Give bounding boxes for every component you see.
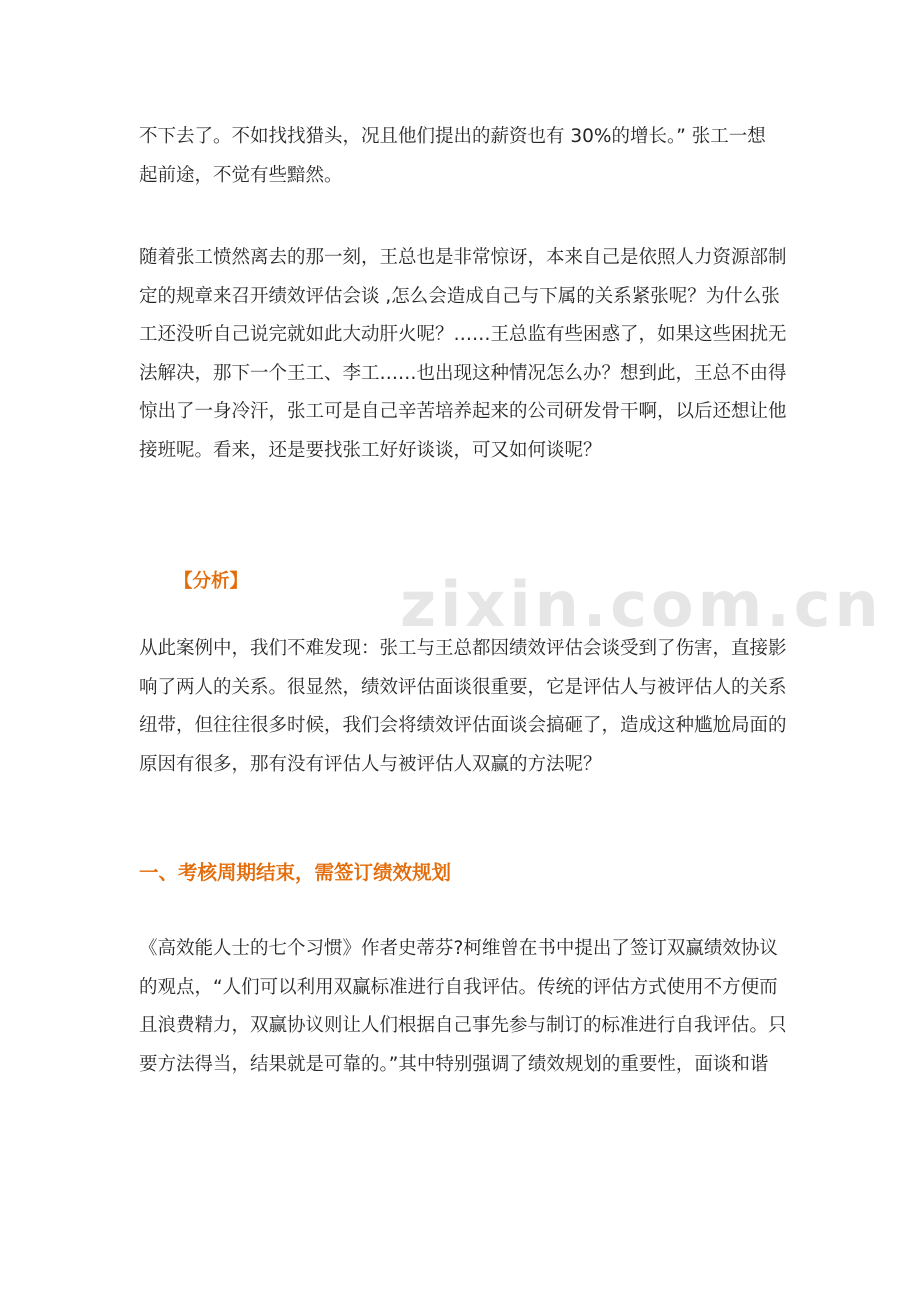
text-line: 原因有很多，那有没有评估人与被评估人双赢的方法呢？ — [139, 753, 602, 775]
text-line: 纽带，但往往很多时候，我们会将绩效评估面谈会搞砸了，造成这种尴尬局面的 — [139, 715, 787, 736]
text-line: 且浪费精力，双赢协议则让人们根据自己事先参与制订的标准进行自我评估。只 — [139, 1015, 787, 1036]
text-line: 从此案例中，我们不难发现：张工与王总都因绩效评估会谈受到了伤害，直接影 — [139, 638, 787, 659]
text-line: 的观点，“人们可以利用双赢标准进行自我评估。传统的评估方式使用不方便而 — [139, 976, 778, 998]
paragraph-analysis — [139, 630, 787, 784]
section-heading: 一、考核周期结束，需签订绩效规划 — [139, 861, 452, 884]
text-line: 不下去了。不如找找猎头，况且他们提出的薪资也有 30%的增长。” 张工一想 — [139, 126, 766, 147]
text-line: 随着张工愤然离去的那一刻，王总也是非常惊讶，本来自己是依照人力资源部制 — [139, 247, 787, 268]
text-line: 起前途，不觉有些黯然。 — [139, 164, 343, 186]
text-line: 惊出了一身冷汗，张工可是自己辛苦培养起来的公司研发骨干啊，以后还想让他 — [139, 401, 787, 422]
text-line: 工还没听自己说完就如此大动肝火呢？……王总监有些困惑了，如果这些困扰无 — [139, 324, 787, 345]
text-line: 法解决，那下一个王工、李工……也出现这种情况怎么办？想到此，王总不由得 — [139, 362, 787, 384]
watermark: zixin.com.cn — [400, 568, 883, 641]
text-line: 要方法得当，结果就是可靠的。”其中特别强调了绩效规划的重要性，面谈和谐 — [139, 1053, 769, 1075]
text-line: 《高效能人士的七个习惯》作者史蒂芬?柯维曾在书中提出了签订双赢绩效协议 — [139, 938, 778, 959]
text-line: 响了两人的关系。很显然，绩效评估面谈很重要，它是评估人与被评估人的关系 — [139, 676, 787, 698]
text-line: 接班呢。看来，还是要找张工好好谈谈，可又如何谈呢？ — [139, 439, 602, 461]
analysis-heading: 【分析】 — [174, 571, 249, 592]
paragraph-case-reaction — [139, 239, 787, 470]
paragraph-continuation — [139, 118, 783, 195]
paragraph-section-body — [139, 930, 787, 1084]
text-line: 定的规章来召开绩效评估会谈 ,怎么会造成自己与下属的关系紧张呢？为什么张 — [139, 285, 780, 307]
